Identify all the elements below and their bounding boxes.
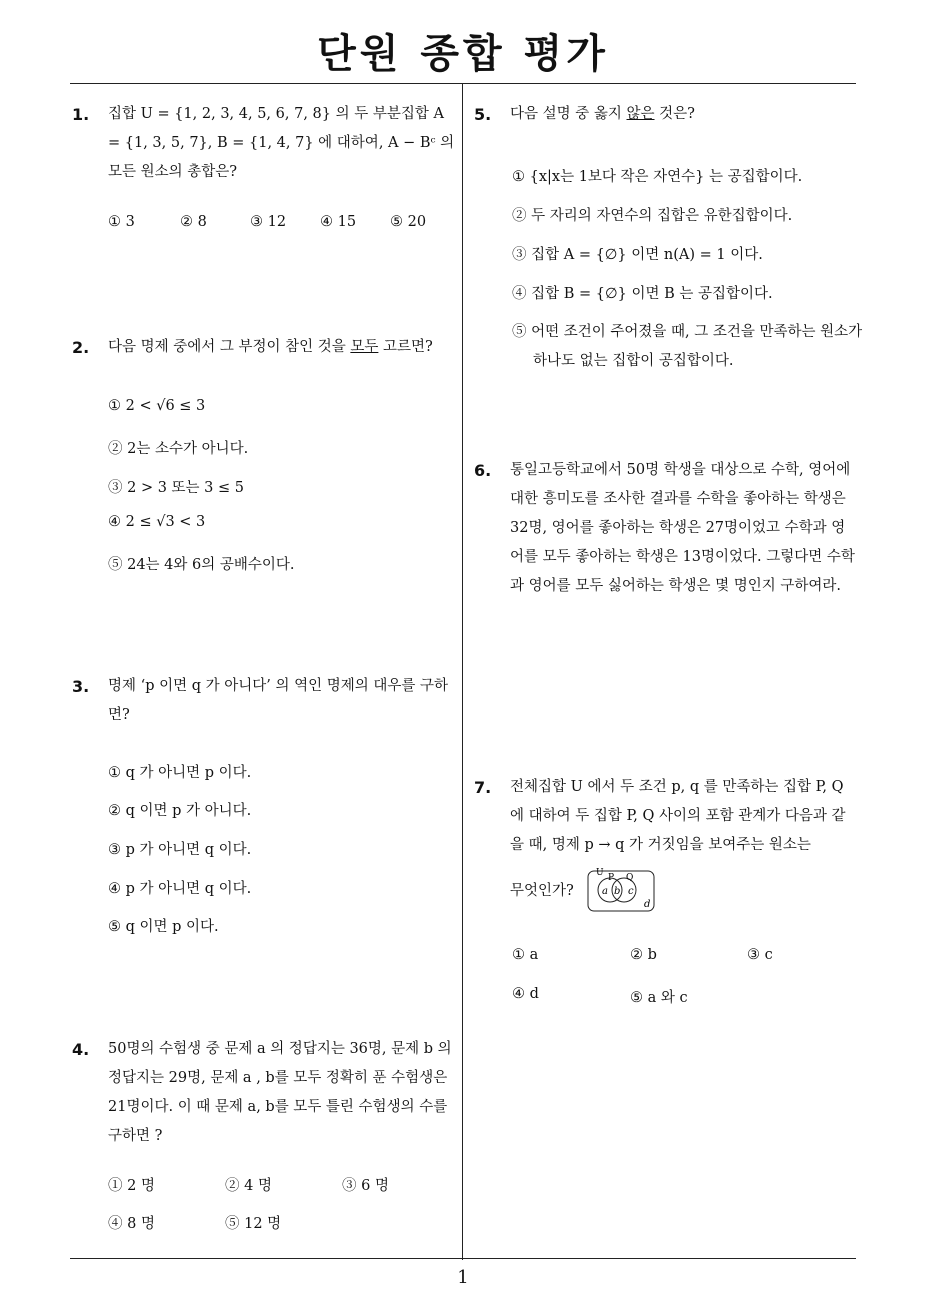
option-5[interactable]: ⑤ q 이면 p 이다. [108, 919, 219, 935]
underlined-word: 모두 [350, 339, 379, 355]
option-3[interactable]: ③ 집합 A = {∅} 이면 n(A) = 1 이다. [512, 247, 763, 263]
question-4 [72, 1035, 457, 1151]
question-text: 50명의 수험생 중 문제 a 의 정답지는 36명, 문제 b 의 정답지는 29명, 문제 a , b를 모두 정확히 푼 수험생은 21명이다. 이 때 문제 a, b를 모두 틀린 수험생의 수를 구하면 ? [108, 1041, 452, 1144]
question-7 [474, 773, 859, 916]
option-2[interactable]: ② 4 명 [225, 1178, 272, 1194]
question-3 [72, 672, 457, 730]
option-3[interactable]: ③ 2 > 3 또는 3 ≤ 5 [108, 480, 244, 496]
question-number: 3. [72, 677, 90, 696]
question-text: 통일고등학교에서 50명 학생을 대상으로 수학, 영어에 대한 흥미도를 조사한 결과를 수학을 좋아하는 학생은 32명, 영어를 좋아하는 학생은 27명이었고 수학과 영어를 모두 좋아하는 학생은 13명이었다. 그렇다면 수학과 영어를 모두 싫어하는 학생은 몇 명인지 구하여라. [510, 462, 855, 594]
option-4[interactable]: ④ d [512, 986, 539, 1002]
option-4[interactable]: ④ p 가 아니면 q 이다. [108, 881, 252, 897]
question-6 [474, 456, 859, 601]
option-5[interactable]: ⑤ 20 [390, 214, 427, 230]
option-3[interactable]: ③ 6 명 [342, 1178, 389, 1194]
option-5[interactable]: ⑤ 12 명 [225, 1216, 282, 1232]
question-text-end: 무엇인가? [510, 883, 574, 899]
option-1[interactable]: ① 3 [108, 214, 135, 230]
question-2 [72, 333, 457, 362]
question-text: 전체집합 U 에서 두 조건 p, q 를 만족하는 집합 P, Q 에 대하여 두 집합 P, Q 사이의 포함 관계가 다음과 같을 때, 명제 p → q 가 거짓임을 보여주는 원소는 [510, 779, 846, 853]
option-3[interactable]: ③ p 가 아니면 q 이다. [108, 842, 252, 858]
question-text: 명제 ‘p 이면 q 가 아니다’ 의 역인 명제의 대우를 구하면? [108, 678, 449, 723]
option-5[interactable]: ⑤ a 와 c [630, 990, 688, 1006]
venn-element-d: d [644, 899, 651, 910]
option-2[interactable]: ② 8 [180, 214, 207, 230]
option-2[interactable]: ② b [630, 947, 657, 963]
venn-element-c: c [628, 886, 635, 897]
venn-label-p: P [608, 873, 615, 883]
venn-diagram [586, 866, 658, 916]
option-1[interactable]: ① 2 < √6 ≤ 3 [108, 398, 206, 414]
question-number: 2. [72, 338, 90, 357]
question-text: 집합 U = {1, 2, 3, 4, 5, 6, 7, 8} 의 두 부분집합 A = {1, 3, 5, 7}, B = {1, 4, 7} 에 대하여, A − Bᶜ 의 모든 원소의 총합은? [108, 106, 455, 180]
question-5 [474, 100, 859, 129]
page-title: 단원 종합 평가 [317, 31, 609, 77]
option-5[interactable]: ⑤ 24는 4와 6의 공배수이다. [108, 557, 295, 573]
option-3[interactable]: ③ 12 [250, 214, 287, 230]
option-2[interactable]: ② q 이면 p 가 아니다. [108, 803, 252, 819]
venn-element-b: b [614, 886, 621, 897]
bottom-rule [70, 1258, 856, 1259]
option-4[interactable]: ④ 8 명 [108, 1216, 155, 1232]
question-1 [72, 100, 457, 187]
question-number: 6. [474, 461, 492, 480]
question-text: 다음 설명 중 옳지 않은 것은? [510, 106, 695, 122]
option-3[interactable]: ③ c [747, 947, 773, 963]
venn-label-q: Q [626, 873, 634, 883]
underlined-word: 않은 [626, 106, 655, 122]
question-number: 7. [474, 778, 492, 797]
column-divider [462, 83, 463, 1260]
option-1[interactable]: ① q 가 아니면 p 이다. [108, 765, 252, 781]
option-2[interactable]: ② 2는 소수가 아니다. [108, 441, 249, 457]
question-text: 다음 명제 중에서 그 부정이 참인 것을 모두 고르면? [108, 339, 433, 355]
option-1[interactable]: ① {x|x는 1보다 작은 자연수} 는 공집합이다. [512, 169, 803, 185]
option-4[interactable]: ④ 2 ≤ √3 < 3 [108, 514, 206, 530]
option-1[interactable]: ① 2 명 [108, 1178, 155, 1194]
question-number: 4. [72, 1040, 90, 1059]
venn-label-u: U [596, 868, 605, 878]
venn-element-a: a [602, 886, 609, 897]
option-5[interactable]: ⑤ 어떤 조건이 주어졌을 때, 그 조건을 만족하는 원소가 하나도 없는 집합이 공집합이다. [512, 324, 863, 369]
option-4[interactable]: ④ 15 [320, 214, 357, 230]
option-4[interactable]: ④ 집합 B = {∅} 이면 B 는 공집합이다. [512, 286, 773, 302]
option-1[interactable]: ① a [512, 947, 539, 963]
question-number: 5. [474, 105, 492, 124]
option-2[interactable]: ② 두 자리의 자연수의 집합은 유한집합이다. [512, 208, 793, 224]
page-number: 1 [457, 1267, 469, 1288]
question-number: 1. [72, 105, 90, 124]
top-rule [70, 83, 856, 84]
